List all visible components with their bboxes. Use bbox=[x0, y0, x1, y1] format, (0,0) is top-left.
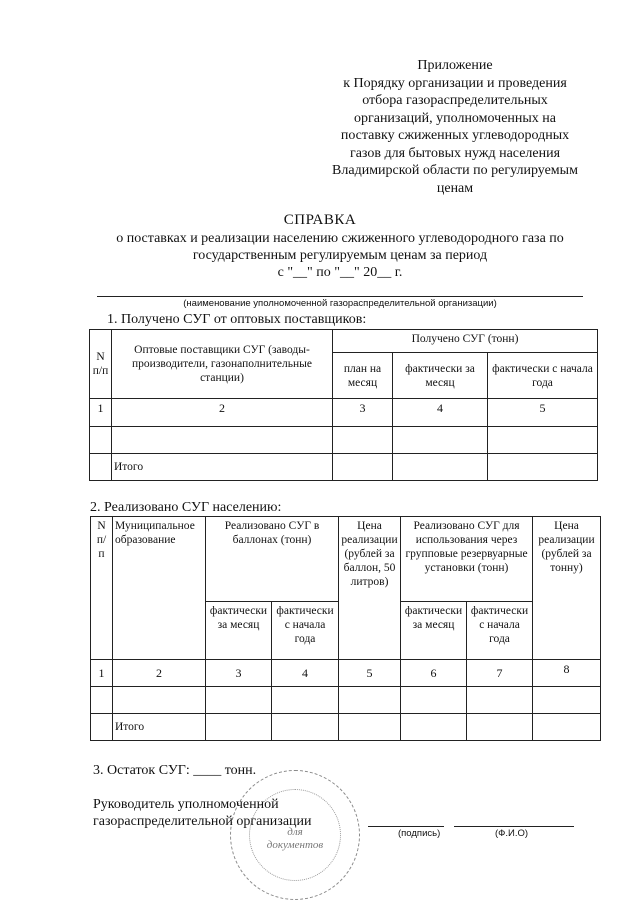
column-number: 4 bbox=[393, 399, 488, 427]
signature-caption: (подпись) bbox=[398, 828, 441, 839]
signature-line1: Руководитель уполномоченной bbox=[93, 797, 279, 812]
column-number: 5 bbox=[339, 660, 401, 687]
table-cell[interactable] bbox=[90, 427, 112, 454]
table-cell[interactable] bbox=[206, 687, 272, 714]
table-cell[interactable] bbox=[333, 427, 393, 454]
col-header-municipality: Муниципальное образование bbox=[113, 517, 206, 660]
table-cell[interactable] bbox=[467, 687, 533, 714]
signature-line2: газораспределительной организации bbox=[93, 814, 312, 829]
col-header-fact-year: фактически с начала года bbox=[467, 602, 533, 660]
table-cell[interactable] bbox=[533, 714, 601, 741]
table-cell[interactable] bbox=[393, 427, 488, 454]
col-header-n: N п/п bbox=[90, 330, 112, 399]
table-cell[interactable] bbox=[272, 714, 339, 741]
column-number: 3 bbox=[206, 660, 272, 687]
remainder-text: 3. Остаток СУГ: ____ тонн. bbox=[93, 763, 257, 778]
column-number: 1 bbox=[90, 399, 112, 427]
column-number: 2 bbox=[112, 399, 333, 427]
col-header-group: Реализовано СУГ для использования через групповые резервуарные установки (тонн) bbox=[401, 517, 533, 602]
stamp bbox=[230, 770, 360, 900]
table-cell[interactable] bbox=[393, 454, 488, 481]
stamp-text-line: документов bbox=[266, 839, 324, 851]
name-caption: (Ф.И.О) bbox=[495, 828, 529, 839]
total-label: Итого bbox=[113, 714, 206, 741]
column-number: 7 bbox=[467, 660, 533, 687]
stamp-text-line: для bbox=[287, 826, 303, 838]
col-header-cylinders: Реализовано СУГ в баллонах (тонн) bbox=[206, 517, 339, 602]
column-number: 6 bbox=[401, 660, 467, 687]
table-cell[interactable] bbox=[533, 687, 601, 714]
table-cell[interactable] bbox=[91, 687, 113, 714]
section1-title: 1. Получено СУГ от оптовых поставщиков: bbox=[107, 312, 367, 327]
col-header-plan: план на месяц bbox=[333, 353, 393, 399]
col-header-fact-month: фактически за месяц bbox=[401, 602, 467, 660]
table-cell[interactable] bbox=[206, 714, 272, 741]
col-header-received: Получено СУГ (тонн) bbox=[333, 330, 598, 353]
appendix-line: организаций, уполномоченных на bbox=[353, 110, 557, 126]
table-cell[interactable] bbox=[339, 714, 401, 741]
column-number: 3 bbox=[333, 399, 393, 427]
document-title: СПРАВКА bbox=[283, 212, 357, 228]
column-number: 8 bbox=[533, 660, 601, 687]
table-row bbox=[90, 427, 598, 454]
table-cell[interactable] bbox=[90, 454, 112, 481]
appendix-line: Владимирской области по регулируемым bbox=[332, 163, 578, 178]
period-line: с "__" по "__" 20__ г. bbox=[277, 265, 403, 280]
col-header-n: N п/ п bbox=[91, 517, 113, 660]
table-cell[interactable] bbox=[488, 427, 598, 454]
total-label: Итого bbox=[112, 454, 333, 481]
subtitle-line: государственным регулируемым ценам за период bbox=[192, 248, 488, 263]
total-row bbox=[91, 714, 601, 741]
appendix-header bbox=[300, 57, 610, 197]
column-number: 2 bbox=[113, 660, 206, 687]
table-cell[interactable] bbox=[91, 714, 113, 741]
col-header-price-ton: Цена реализации (рублей за тонну) bbox=[533, 517, 601, 660]
received-table bbox=[89, 329, 598, 481]
appendix-line: ценам bbox=[436, 180, 474, 196]
column-number: 4 bbox=[272, 660, 339, 687]
table-cell[interactable] bbox=[467, 714, 533, 741]
appendix-line: отбора газораспределительных bbox=[362, 93, 548, 108]
appendix-line: к Порядку организации и проведения bbox=[343, 75, 567, 91]
table-cell[interactable] bbox=[333, 454, 393, 481]
col-header-fact-year: фактически с начала года bbox=[272, 602, 339, 660]
table-cell[interactable] bbox=[339, 687, 401, 714]
name-field[interactable] bbox=[454, 826, 574, 827]
signature-label bbox=[93, 796, 312, 830]
col-header-price-cylinder: Цена реализации (рублей за баллон, 50 литров) bbox=[339, 517, 401, 660]
col-header-suppliers: Оптовые поставщики СУГ (заводы-производители, газонаполнительные станции) bbox=[112, 330, 333, 399]
sold-table bbox=[90, 516, 601, 741]
section2-title: 2. Реализовано СУГ населению: bbox=[90, 500, 282, 515]
subtitle-line: о поставках и реализации населению сжиженного углеводородного газа по bbox=[116, 231, 564, 246]
table-cell[interactable] bbox=[272, 687, 339, 714]
col-header-fact-month: фактически за месяц bbox=[206, 602, 272, 660]
total-row bbox=[90, 454, 598, 481]
table-cell[interactable] bbox=[488, 454, 598, 481]
org-name-line[interactable] bbox=[97, 296, 583, 297]
appendix-line: газов для бытовых нужд населения bbox=[349, 145, 561, 161]
col-header-fact-year: фактически с начала года bbox=[488, 353, 598, 399]
table-cell[interactable] bbox=[112, 427, 333, 454]
org-name-caption: (наименование уполномоченной газораспределительной организации) bbox=[183, 298, 497, 309]
column-number: 1 bbox=[91, 660, 113, 687]
table-row bbox=[91, 687, 601, 714]
table-cell[interactable] bbox=[401, 687, 467, 714]
appendix-line: поставку сжиженных углеводородных bbox=[340, 128, 570, 143]
table-cell[interactable] bbox=[113, 687, 206, 714]
table-cell[interactable] bbox=[401, 714, 467, 741]
column-number: 5 bbox=[488, 399, 598, 427]
col-header-fact-month: фактически за месяц bbox=[393, 353, 488, 399]
signature-field[interactable] bbox=[368, 826, 444, 827]
appendix-line: Приложение bbox=[417, 58, 493, 73]
document-subtitle bbox=[60, 230, 620, 281]
